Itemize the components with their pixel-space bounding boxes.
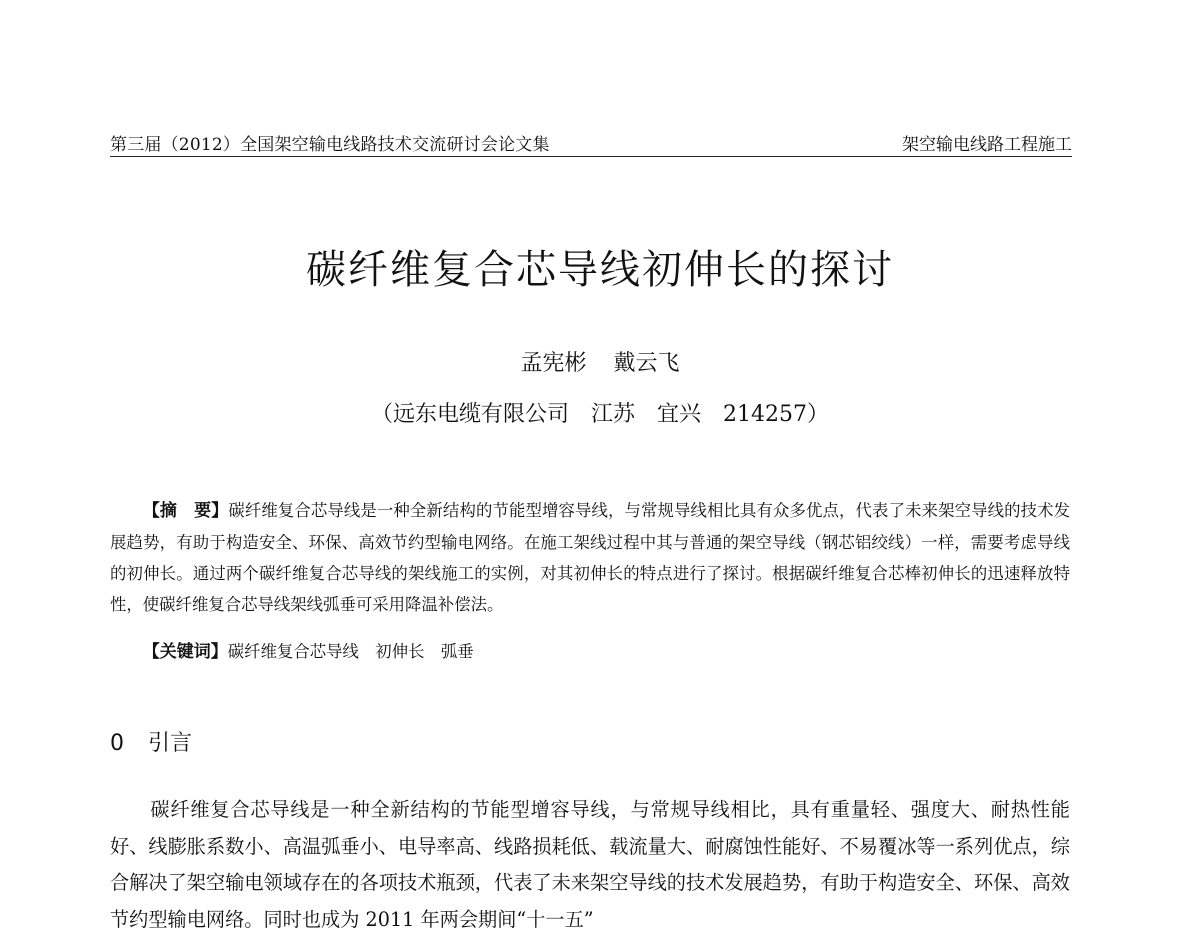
paper-title: 碳纤维复合芯导线初伸长的探讨 <box>306 247 894 293</box>
section-heading <box>110 726 192 757</box>
affiliation: （远东电缆有限公司 江苏 宜兴 214257） <box>371 402 829 427</box>
body-paragraph: 碳纤维复合芯导线是一种全新结构的节能型增容导线，与常规导线相比，具有重量轻、强度大、耐热性能好、线膨胀系数小、高温弧垂小、电导率高、线路损耗低、载流量大、耐腐蚀性能好、不易覆冰等一系列优点，综合解决了架空输电领域存在的各项技术瓶颈，代表了未来架空导线的技术发展趋势，有助于构造安全、环保、高效节约型输电网络。同时也成为 2011 年两会期间“十一五” <box>110 798 1070 931</box>
keywords <box>110 636 1070 668</box>
abstract-text: 碳纤维复合芯导线是一种全新结构的节能型增容导线，与常规导线相比具有众多优点，代表了未来架空导线的技术发展趋势，有助于构造安全、环保、高效节约型输电网络。在施工架线过程中其与普通的架空导线（钢芯铝绞线）一样，需要考虑导线的初伸长。通过两个碳纤维复合芯导线的架线施工的实例，对其初伸长的特点进行了探讨。根据碳纤维复合芯棒初伸长的迅速释放特性，使碳纤维复合芯导线架线弧垂可采用降温补偿法。 <box>110 501 1071 614</box>
keywords-text: 碳纤维复合芯导线 初伸长 弧垂 <box>227 642 474 661</box>
keywords-label: 【关键词】 <box>142 642 228 662</box>
abstract <box>110 495 1070 620</box>
running-header-left: 第三届（2012）全国架空输电线路技术交流研讨会论文集 <box>110 135 550 155</box>
running-header-right: 架空输电线路工程施工 <box>902 135 1072 155</box>
section-number: 0 <box>110 731 124 756</box>
section-title: 引言 <box>148 731 193 756</box>
authors: 孟宪彬 戴云飞 <box>520 351 680 376</box>
header-divider <box>110 156 1072 157</box>
abstract-label: 【摘 要】 <box>142 501 229 521</box>
